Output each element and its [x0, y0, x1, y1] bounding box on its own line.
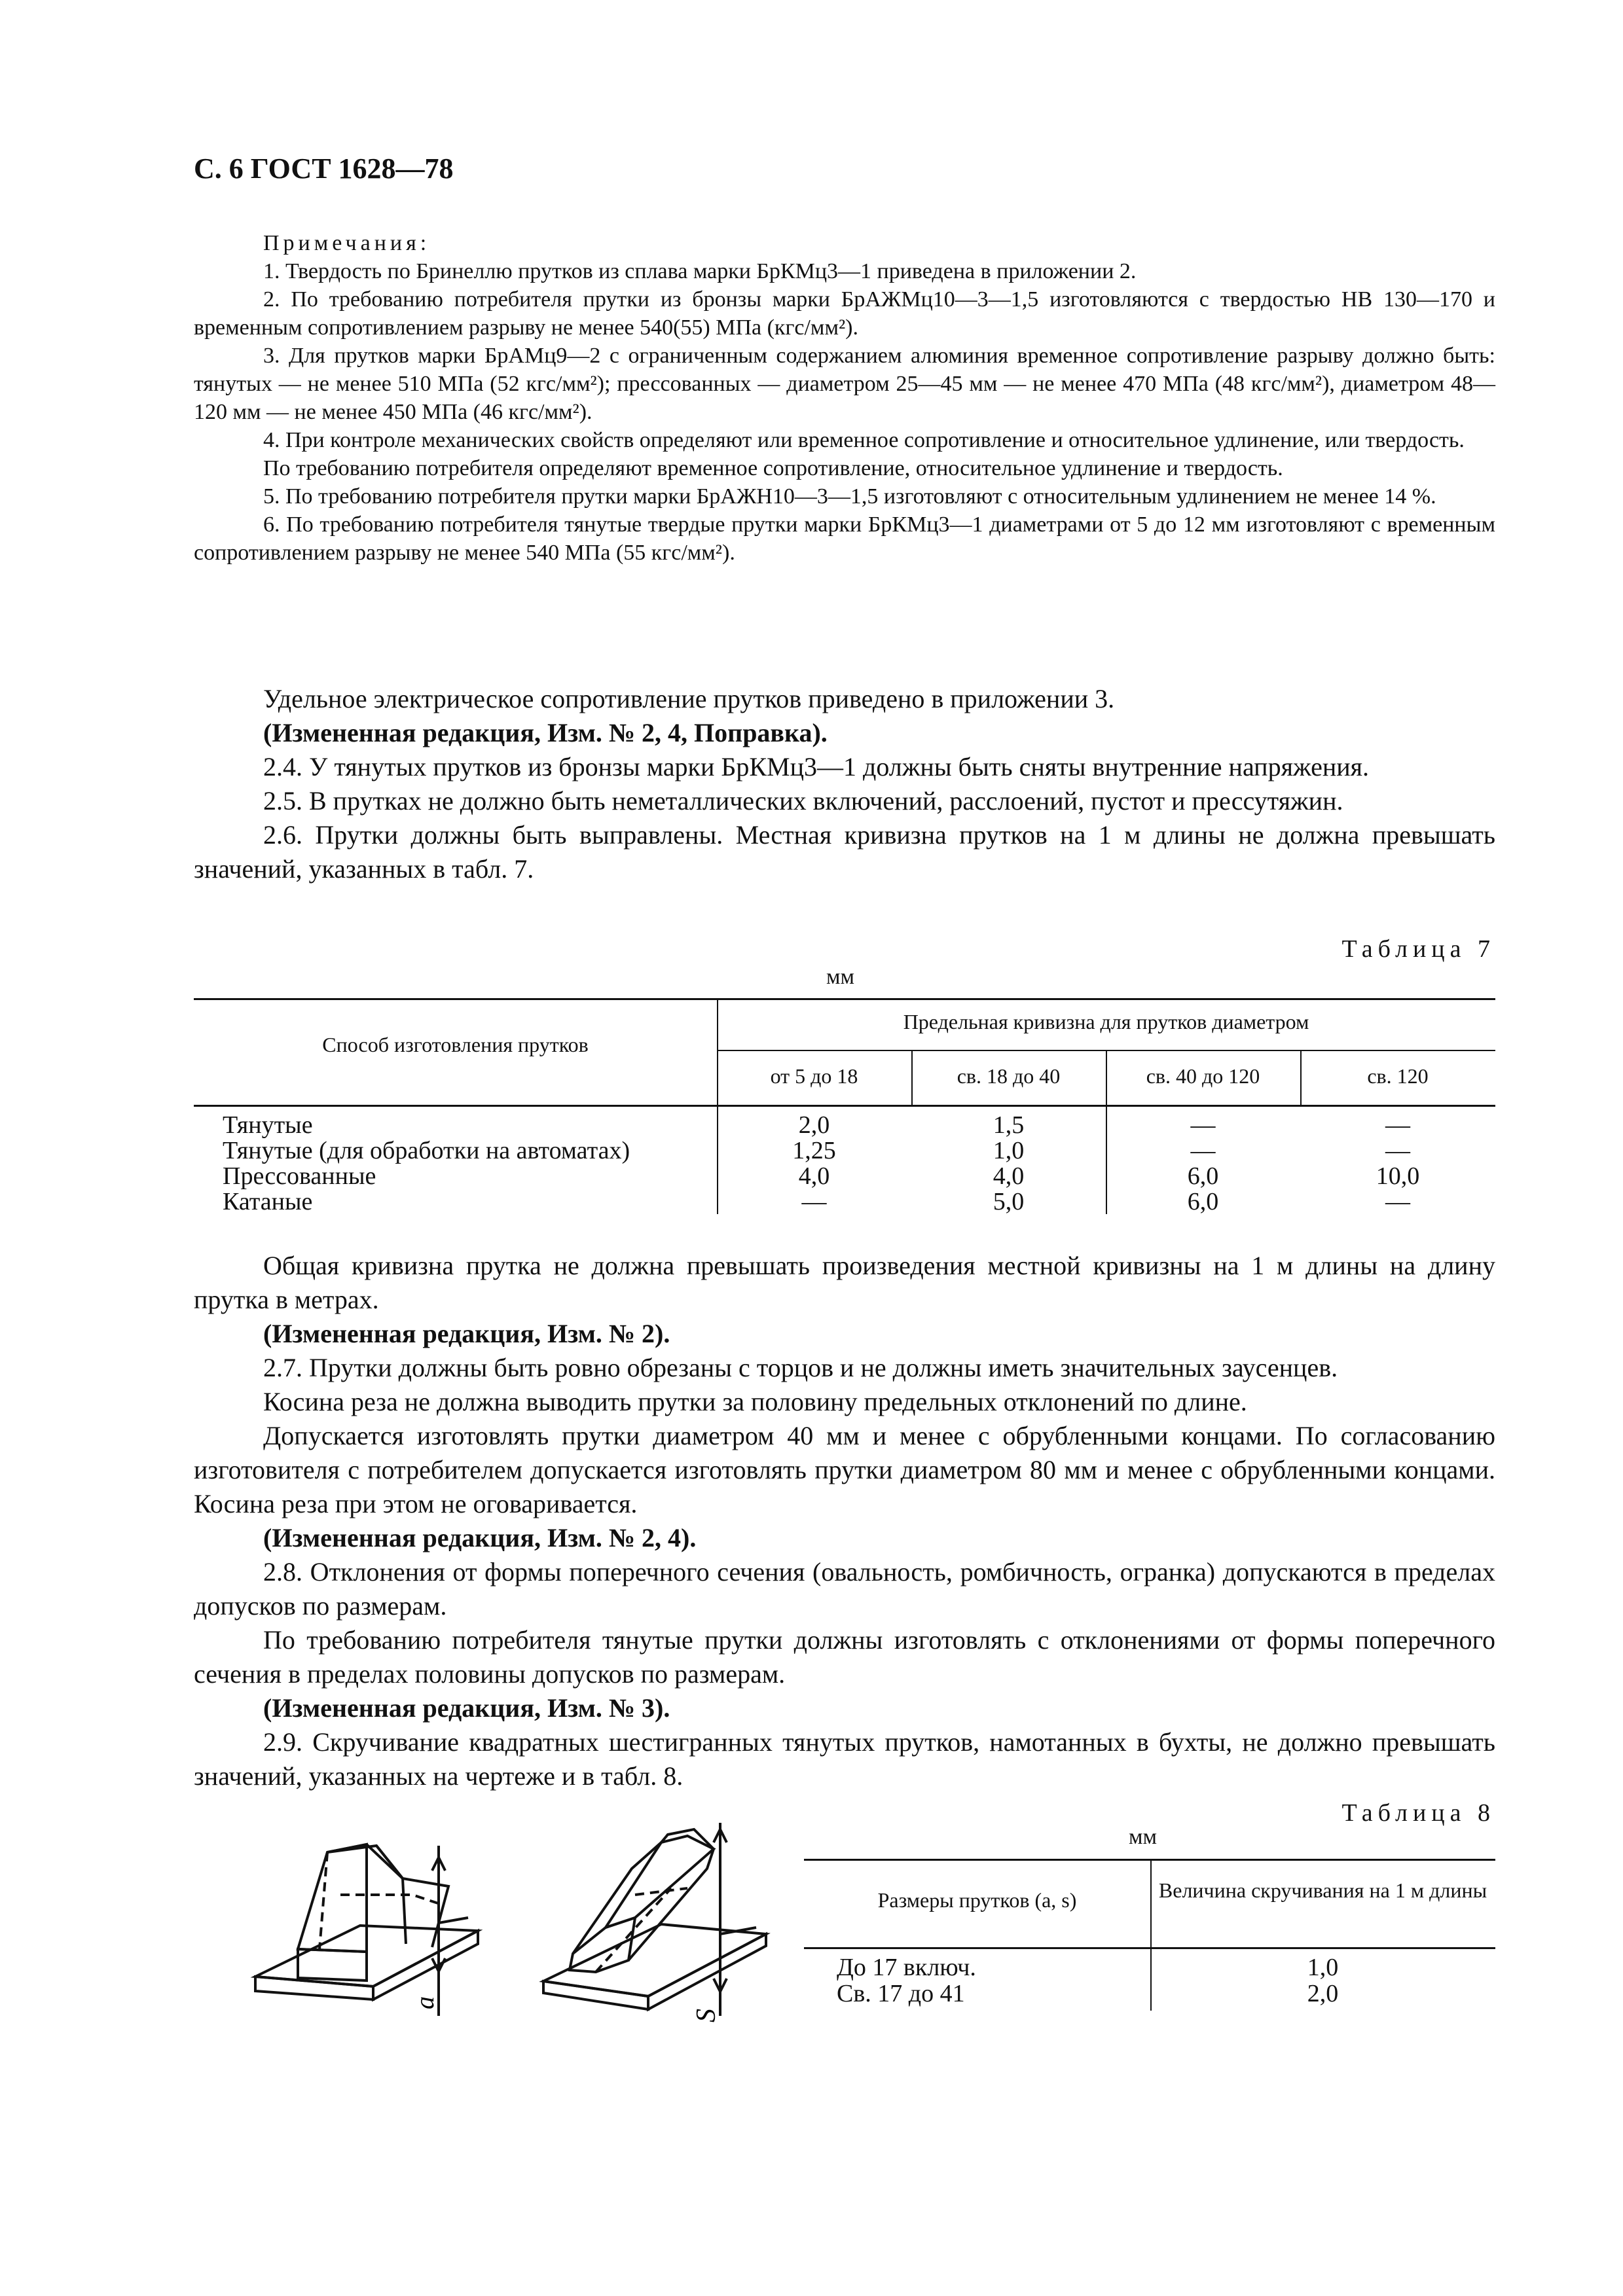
table8-caption: Таблица 8: [1341, 1799, 1495, 1827]
table7-cell: 4,0: [993, 1162, 1025, 1190]
table8-cell-name: Св. 17 до 41: [837, 1980, 965, 2007]
table8-cell: 1,0: [1307, 1954, 1339, 1981]
table7-unit: мм: [826, 965, 855, 989]
note-1: 1. Твердость по Бринеллю прутков из сплава марки БрКМц3—1 приведена в приложении 2.: [263, 259, 1137, 283]
table8-top-rule: [804, 1859, 1495, 1861]
amendment-note: (Измененная редакция, Изм. № 2, 4, Поправка).: [263, 718, 828, 747]
clause-2-5: 2.5. В прутках не должно быть неметаллических включений, расслоений, пустот и прессутяжин.: [263, 786, 1343, 816]
table7-cell: —: [1190, 1137, 1216, 1164]
table7-cell: 10,0: [1376, 1162, 1420, 1190]
table7-cell: 1,5: [993, 1111, 1025, 1139]
table7-cell: —: [1190, 1111, 1216, 1139]
note-3: 3. Для прутков марки БрАМц9—2 с ограниченным содержанием алюминия временное сопротивление разрыву должно быть: тянутых — не менее 510 МПа (52 кгс/мм²); прессованных — диаметром 25—45 мм — не менее 470 МПа (48 кгс/мм²), диаметром 48—120 мм — не менее 450 МПа (46 кгс/мм²).: [194, 344, 1495, 424]
note-2: 2. По требованию потребителя прутки из бронзы марки БрАЖМц10—3—1,5 изготовляются с твердостью НВ 130—170 и временным сопротивлением разрыву не менее 540(55) МПа (кгс/мм²).: [194, 287, 1495, 340]
note-5: 5. По требованию потребителя прутки марки БрАЖН10—3—1,5 изготовляют с относительным удлинением не менее 14 %.: [263, 484, 1436, 509]
table7-cell: —: [1385, 1137, 1410, 1164]
table7-caption: Таблица 7: [1341, 935, 1495, 963]
table7-cell-name: Тянутые (для обработки на автоматах): [223, 1137, 630, 1164]
table7-subheader: от 5 до 18: [770, 1064, 858, 1088]
table7-cell: 1,25: [792, 1137, 836, 1164]
table8-unit: мм: [1129, 1825, 1158, 1849]
paragraph: Косина реза не должна выводить прутки за половину предельных отклонений по длине.: [263, 1387, 1247, 1416]
table7-cell: 5,0: [993, 1188, 1025, 1215]
amendment-note: (Измененная редакция, Изм. № 2, 4).: [263, 1523, 697, 1552]
clause-2-6: 2.6. Прутки должны быть выправлены. Местная кривизна прутков на 1 м длины не должна превышать значений, указанных в табл. 7.: [194, 820, 1495, 884]
table8-col2-header: Величина скручивания на 1 м длины: [1158, 1878, 1487, 1902]
dimension-label-a: a: [410, 1996, 439, 2009]
paragraph: Допускается изготовлять прутки диаметром 40 мм и менее с обрубленными концами. По согласованию изготовителя с потребителем допускается изготовлять прутки диаметром 80 мм и менее с обрубленными концами. Косина реза при этом не оговаривается.: [194, 1421, 1495, 1518]
table8-cell: 2,0: [1307, 1980, 1339, 2007]
note-6: 6. По требованию потребителя тянутые твердые прутки марки БрКМц3—1 диаметрами от 5 до 12 мм изготовляют с временным сопротивлением разрыву не менее 540 МПа (55 кгс/мм²).: [194, 512, 1495, 565]
table7-subheader: св. 18 до 40: [957, 1064, 1061, 1088]
note-4: 4. При контроле механических свойств определяют или временное сопротивление и относительное удлинение, или твердость.: [263, 428, 1465, 452]
table7-cell-name: Катаные: [223, 1188, 313, 1215]
paragraph: Общая кривизна прутка не должна превышать произведения местной кривизны на 1 м длины на длину прутка в метрах.: [194, 1251, 1495, 1314]
table7-cell-name: Тянутые: [223, 1111, 313, 1139]
amendment-note: (Измененная редакция, Изм. № 3).: [263, 1693, 670, 1723]
table7-col1-header: Способ изготовления прутков: [322, 1033, 589, 1056]
paragraph: Удельное электрическое сопротивление прутков приведено в приложении 3.: [263, 684, 1115, 713]
table7-cell: —: [1385, 1188, 1410, 1215]
table7-cell: —: [1385, 1111, 1410, 1139]
table8-header-rule: [804, 1947, 1495, 1949]
clause-2-8: 2.8. Отклонения от формы поперечного сечения (овальность, ромбичность, огранка) допускаются в пределах допусков по размерам.: [194, 1557, 1495, 1621]
amendment-note: (Измененная редакция, Изм. № 2).: [263, 1319, 670, 1348]
table8-col1-header: Размеры прутков (a, s): [877, 1888, 1077, 1912]
table8-cell-name: До 17 включ.: [837, 1954, 976, 1981]
paragraph: По требованию потребителя тянутые прутки должны изготовлять с отклонениями от формы поперечного сечения в пределах половины допусков по размерам.: [194, 1625, 1495, 1689]
page-header: С. 6 ГОСТ 1628—78: [194, 152, 454, 185]
table7-cell: 2,0: [798, 1111, 830, 1139]
table7-subheader: св. 40 до 120: [1146, 1064, 1260, 1088]
table7-cell: 4,0: [798, 1162, 830, 1190]
table7-cell: 1,0: [993, 1137, 1025, 1164]
notes: [194, 229, 1495, 567]
table7-cell-name: Прессованные: [223, 1162, 376, 1190]
table7-cell: 6,0: [1187, 1162, 1219, 1190]
table7-cell: —: [801, 1188, 827, 1215]
section-block-2: [194, 1249, 1495, 1793]
section-block-1: [194, 682, 1495, 886]
table7-top-rule: [194, 998, 1495, 1000]
dimension-label-s: S: [691, 2009, 721, 2022]
table7-subheader: св. 120: [1367, 1064, 1429, 1088]
notes-title: Примечания:: [263, 231, 431, 255]
hexagonal-bar-twist-drawing: [537, 1797, 779, 2026]
clause-2-7: 2.7. Прутки должны быть ровно обрезаны с торцов и не должны иметь значительных заусенцев.: [263, 1353, 1338, 1382]
square-bar-twist-drawing: [242, 1806, 491, 2022]
clause-2-9: 2.9. Скручивание квадратных шестигранных тянутых прутков, намотанных в бухты, не должно превышать значений, указанных на чертеже и в табл. 8.: [194, 1727, 1495, 1791]
table7-group-header: Предельная кривизна для прутков диаметром: [903, 1010, 1309, 1033]
table7-cell: 6,0: [1187, 1188, 1219, 1215]
note-4b: По требованию потребителя определяют временное сопротивление, относительное удлинение и твердость.: [263, 456, 1283, 480]
clause-2-4: 2.4. У тянутых прутков из бронзы марки БрКМц3—1 должны быть сняты внутренние напряжения.: [263, 752, 1370, 781]
